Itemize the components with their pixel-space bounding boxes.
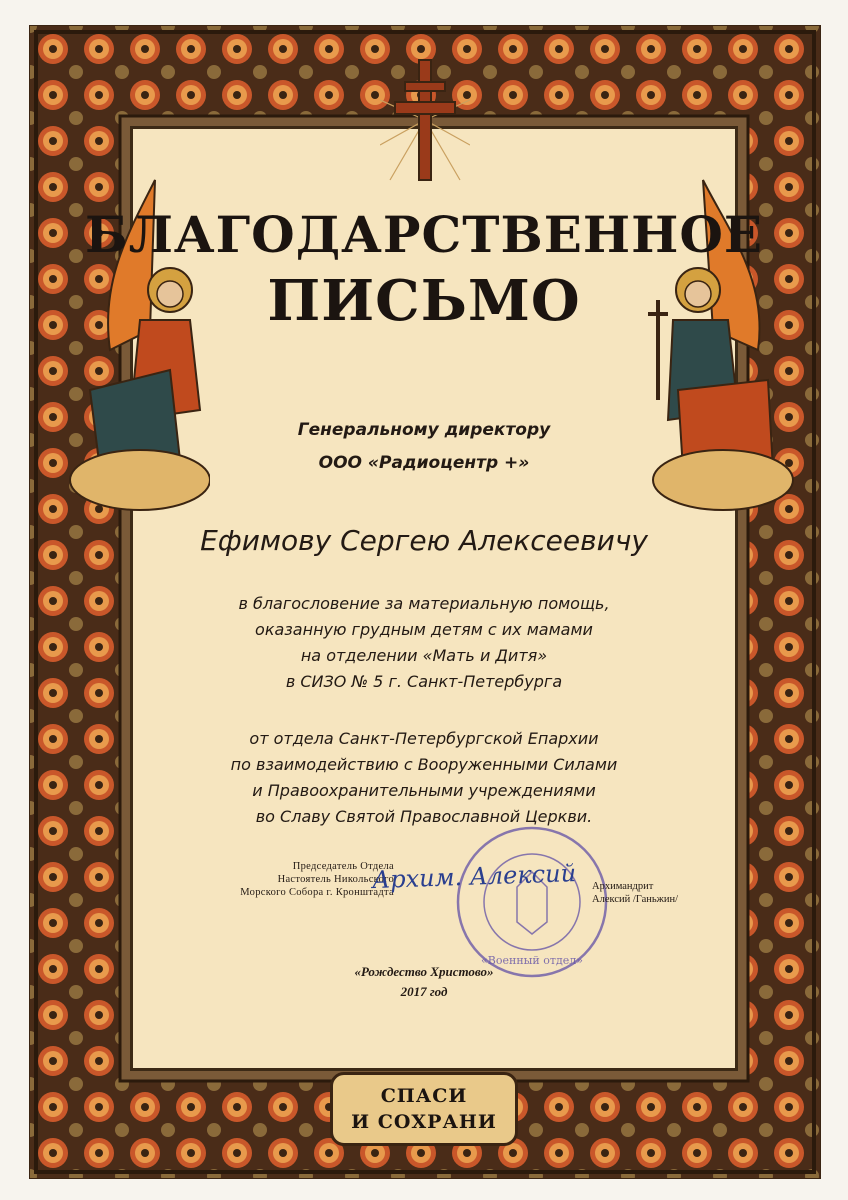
title-line-1: БЛАГОДАРСТВЕННОЕ — [84, 205, 764, 264]
seal-stamp-icon — [452, 822, 612, 982]
body-line: оказанную грудным детям с их мамами — [255, 620, 593, 639]
signatory-rank: Архимандрит — [592, 881, 654, 892]
body-line: в благословение за материальную помощь, — [238, 594, 610, 613]
signatory-title-line: Морского Собора г. Кронштадта — [240, 887, 394, 898]
from-line: по взаимодействию с Вооруженными Силами — [230, 755, 618, 774]
stamp-text: «Военный отдел» — [481, 954, 583, 967]
signatory-title-line: Настоятель Никольского — [277, 874, 394, 885]
from-line: и Правоохранительными учреждениями — [252, 781, 596, 800]
banner-line-2: И СОХРАНИ — [351, 1111, 497, 1133]
date-year: 2017 год — [400, 984, 448, 999]
signatory-left-block — [154, 860, 394, 899]
recipient-position: Генеральному директору — [297, 420, 551, 440]
banner-line-1: СПАСИ — [380, 1085, 468, 1107]
signature: Архим. Алексий — [371, 859, 577, 895]
bottom-banner — [330, 1072, 518, 1146]
signatory-name: Алексий /Ганьжин/ — [592, 894, 679, 905]
signatory-right-block — [592, 880, 762, 906]
date-occasion: «Рождество Христово» — [354, 964, 494, 979]
recipient-name: Ефимову Сергею Алексеевичу — [200, 524, 648, 557]
cross-icon — [380, 50, 470, 190]
body-line: на отделении «Мать и Дитя» — [300, 646, 548, 665]
from-line: от отдела Санкт-Петербургской Епархии — [249, 729, 599, 748]
signatory-title-line: Председатель Отдела — [292, 861, 394, 872]
body-line: в СИЗО № 5 г. Санкт-Петербурга — [285, 672, 563, 691]
title-line-2: ПИСЬМО — [267, 268, 581, 334]
from-line: во Славу Святой Православной Церкви. — [255, 807, 593, 826]
recipient-company: ООО «Радиоцентр +» — [318, 453, 530, 473]
